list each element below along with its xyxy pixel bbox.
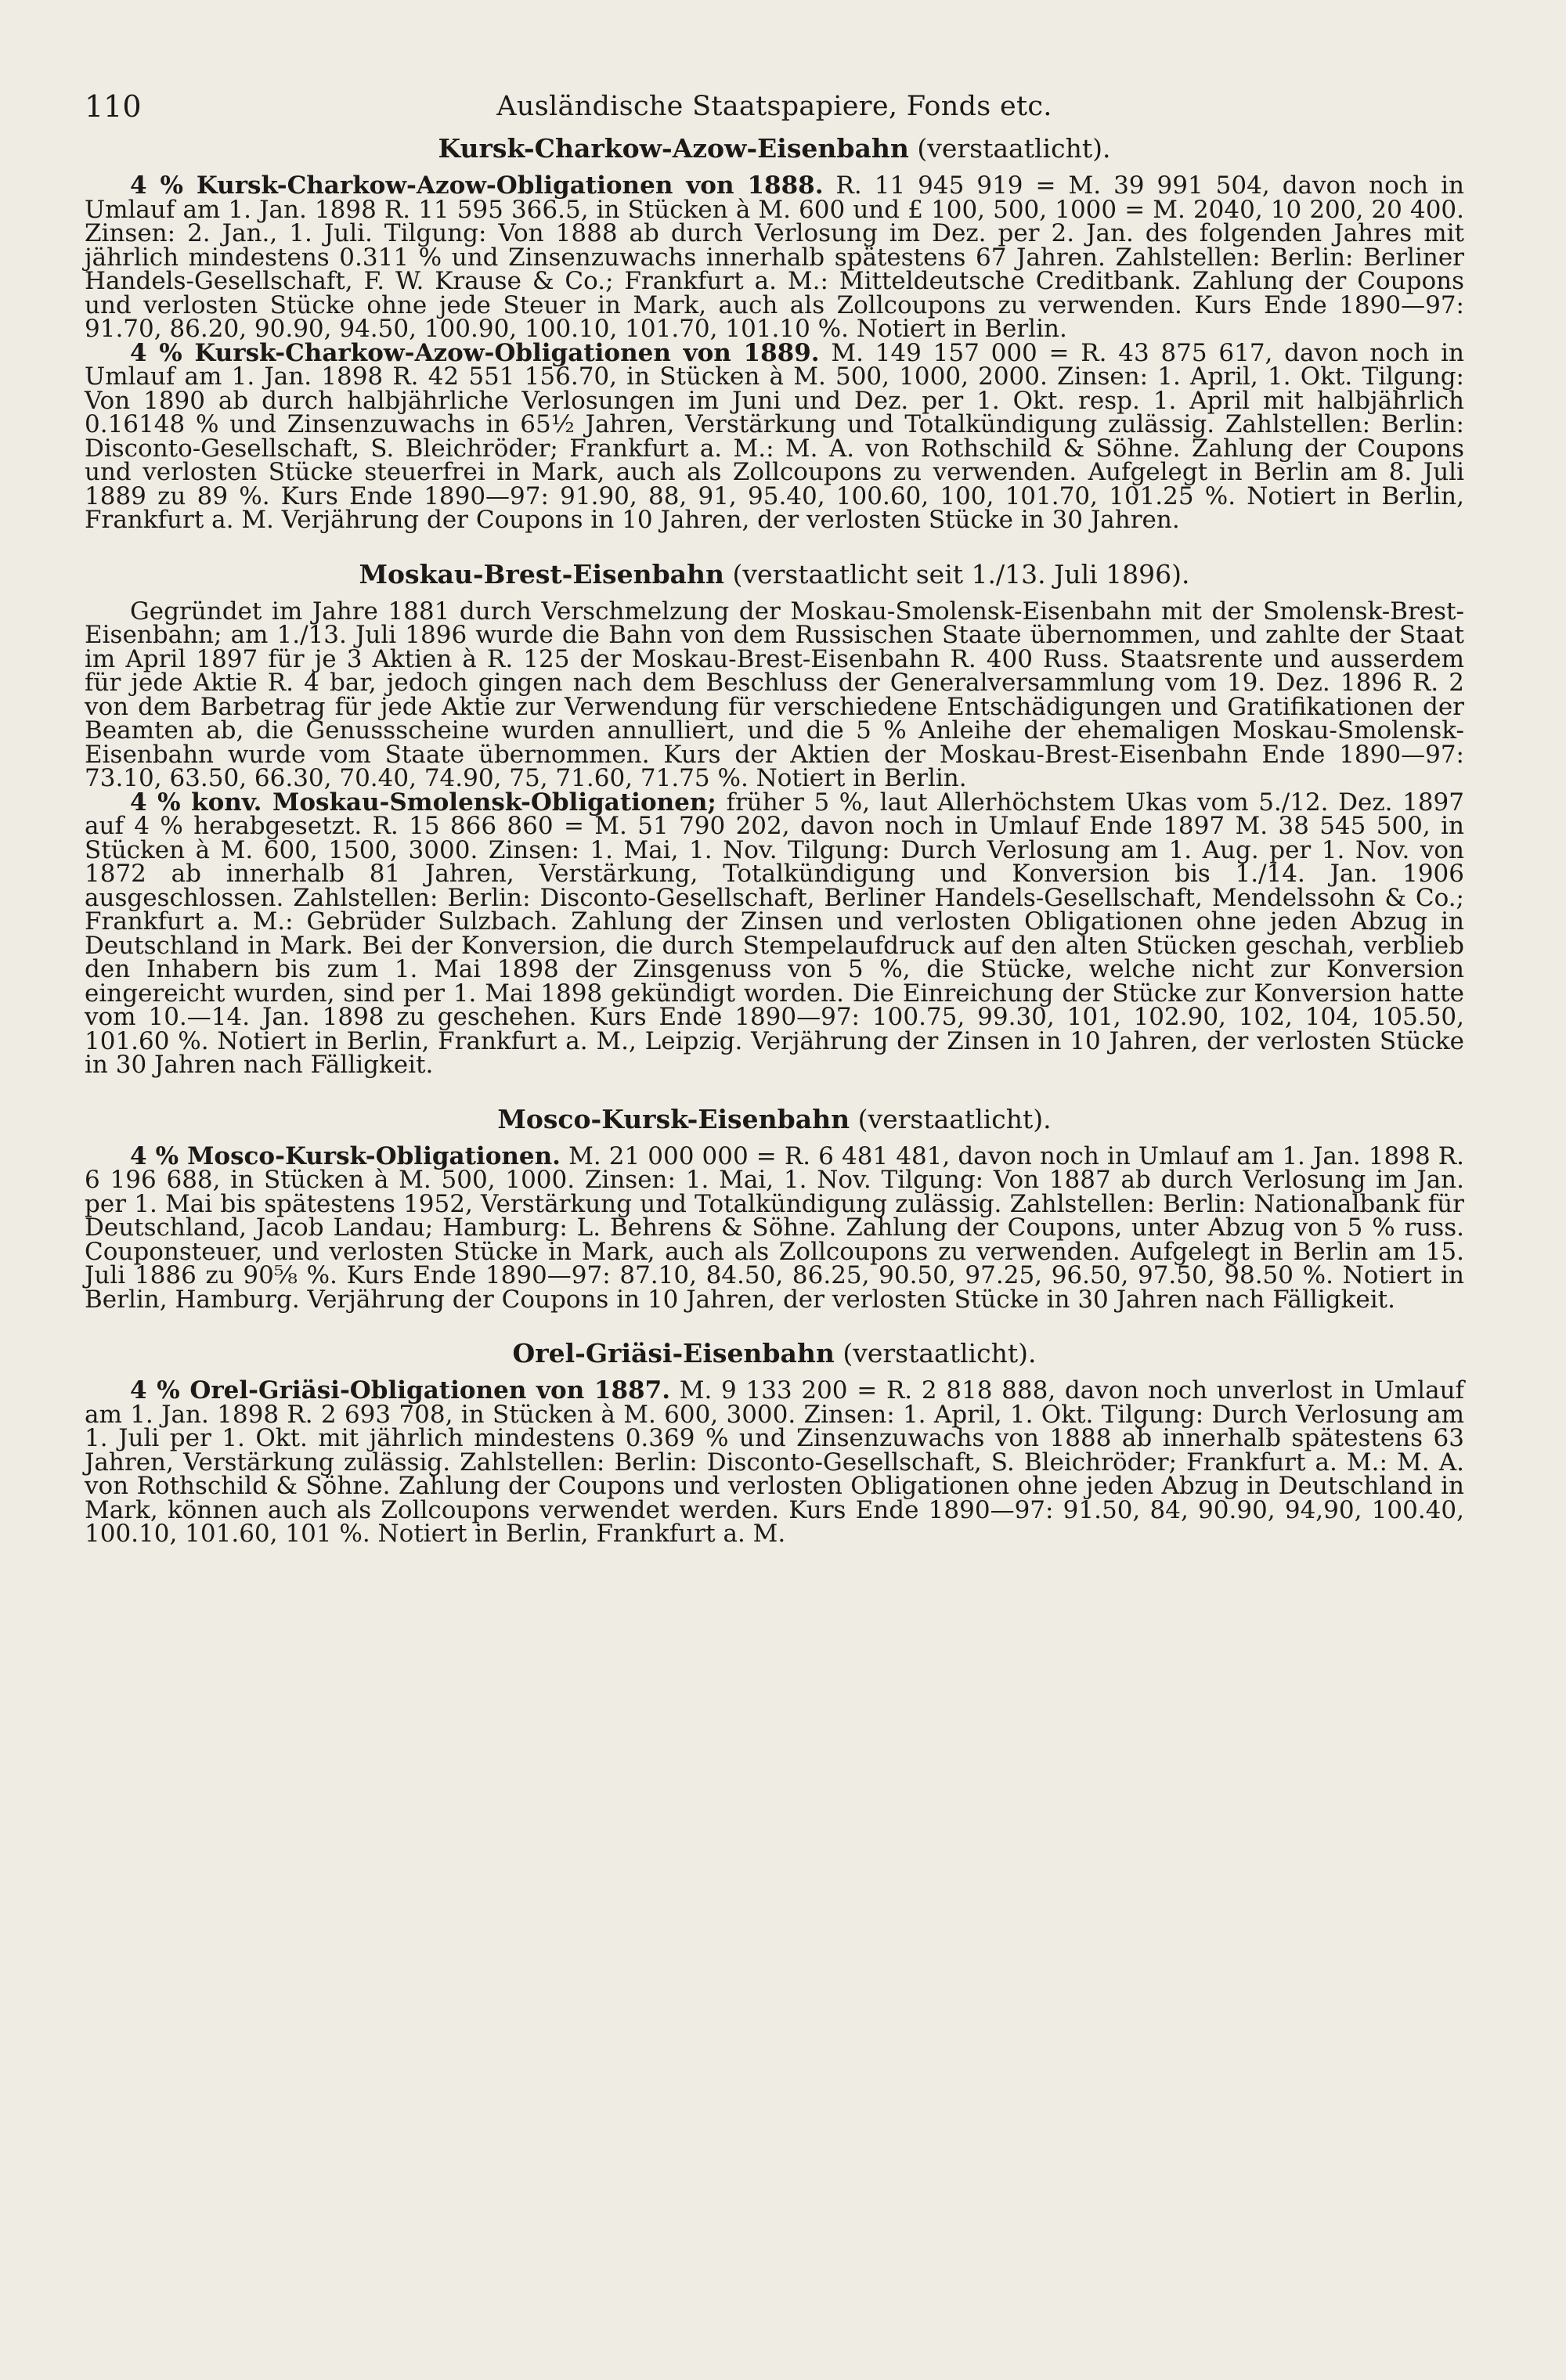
- section-heading: [85, 1338, 1464, 1369]
- paragraph-text: früher 5 %, laut Allerhöchstem Ukas vom 5./12. Dez. 1897 auf 4 % herabgesetzt. R. 15 866 860 = M. 51 790 202, davon noch in Umlauf Ende 1897 M. 38 545 500, in Stücken à M. 600, 1500, 3000. Zinsen: 1. Mai, 1. Nov. Tilgung: Durch Verlosung am 1. Aug. per 1. Nov. von 1872 ab innerhalb 81 Jahren, Verstärkung, Totalkündigung und Konversion bis 1./14. Jan. 1906 ausgeschlossen. Zahlstellen: Berlin: Disconto-Gesellschaft, Berliner Handels-Gesellschaft, Mendelssohn & Co.; Frankfurt a. M.: Gebrüder Sulzbach. Zahlung der Zinsen und verlosten Obligationen ohne jeden Abzug in Deutschland in Mark. Bei der Konversion, die durch Stempelaufdruck auf den alten Stücken geschah, verblieb den Inhabern bis zum 1. Mai 1898 der Zinsgenuss von 5 %, die Stücke, welche nicht zur Konversion eingereicht wurden, sind per 1. Mai 1898 gekündigt worden. Die Einreichung der Stücke zur Konversion hatte vom 10.—14. Jan. 1898 zu geschehen. Kurs Ende 1890—97: 100.75, 99.30, 101, 102.90, 102, 104, 105.50, 101.60 %. Notiert in Berlin, Frankfurt a. M., Leipzig. Verjährung der Zinsen in 10 Jahren, der verlosten Stücke in 30 Jahren nach Fälligkeit.: [85, 788, 1465, 1079]
- section-mosco-kursk: [85, 1104, 1464, 1312]
- section-note: (verstaatlicht).: [850, 1103, 1052, 1134]
- section-heading: [85, 1104, 1464, 1135]
- section-kursk-charkow-azow: [85, 133, 1464, 532]
- paragraph-text: M. 21 000 000 = R. 6 481 481, davon noch in Umlauf am 1. Jan. 1898 R. 6 196 688, in Stücken à M. 500, 1000. Zinsen: 1. Mai, 1. Nov. Tilgung: Von 1887 ab durch Verlosung im Jan. per 1. Mai bis spätestens 1952, Verstärkung und Totalkündigung zulässig. Zahlstellen: Berlin: Nationalbank für Deutschland, Jacob Landau; Hamburg: L. Behrens & Söhne. Zahlung der Coupons, unter Abzug von 5 % russ. Couponsteuer, und verlosten Stücke in Mark, auch als Zollcoupons zu verwenden. Aufgelegt in Berlin am 15. Juli 1886 zu 90⅝ %. Kurs Ende 1890—97: 87.10, 84.50, 86.25, 90.50, 97.25, 96.50, 97.50, 98.50 %. Notiert in Berlin, Hamburg. Verjährung der Coupons in 10 Jahren, der verlosten Stücke in 30 Jahren nach Fälligkeit.: [85, 1141, 1464, 1314]
- paragraph-text: R. 11 945 919 = M. 39 991 504, davon noch in Umlauf am 1. Jan. 1898 R. 11 595 366.5, in Stücken à M. 600 und £ 100, 500, 1000 = M. 2040, 10 200, 20 400. Zinsen: 2. Jan., 1. Juli. Tilgung: Von 1888 ab durch Verlosung im Dez. per 2. Jan. des folgenden Jahres mit jährlich mindestens 0.311 % und Zinsenzuwachs innerhalb spätestens 67 Jahren. Zahlstellen: Berlin: Berliner Handels-Gesellschaft, F. W. Krause & Co.; Frankfurt a. M.: Mitteldeutsche Creditbank. Zahlung der Coupons und verlosten Stücke ohne jede Steuer in Mark, auch als Zollcoupons zu verwenden. Kurs Ende 1890—97: 91.70, 86.20, 90.90, 94.50, 100.90, 100.10, 101.70, 101.10 %. Notiert in Berlin.: [85, 171, 1464, 343]
- page-header: [85, 78, 1464, 133]
- paragraph-lead: 4 % Kursk-Charkow-Azow-Obligationen von 1889.: [130, 338, 820, 367]
- paragraph-lead: 4 % Orel-Griäsi-Obligationen von 1887.: [130, 1376, 670, 1405]
- section-orel-griaesi: [85, 1338, 1464, 1546]
- section-name: Mosco-Kursk-Eisenbahn: [497, 1103, 850, 1134]
- paragraph: [85, 171, 1464, 343]
- paragraph: [85, 1376, 1465, 1548]
- section-note: (verstaatlicht).: [908, 133, 1111, 164]
- paragraph-text: M. 149 157 000 = R. 43 875 617, davon noch in Umlauf am 1. Jan. 1898 R. 42 551 156.70, in Stücken à M. 500, 1000, 2000. Zinsen: 1. April, 1. Okt. Tilgung: Von 1890 ab durch halbjährliche Verlosungen im Juni und Dez. per 1. Okt. resp. 1. April mit halbjährlich 0.16148 % und Zinsenzuwachs in 65½ Jahren, Verstärkung und Totalkündigung zulässig. Zahlstellen: Berlin: Disconto-Gesellschaft, S. Bleichröder; Frankfurt a. M.: M. A. von Rothschild & Söhne. Zahlung der Coupons und verlosten Stücke steuerfrei in Mark, auch als Zollcoupons zu verwenden. Aufgelegt in Berlin am 8. Juli 1889 zu 89 %. Kurs Ende 1890—97: 91.90, 88, 91, 95.40, 100.60, 100, 101.70, 101.25 %. Notiert in Berlin, Frankfurt a. M. Verjährung der Coupons in 10 Jahren, der verlosten Stücke in 30 Jahren.: [85, 338, 1464, 534]
- section-heading: [85, 559, 1464, 590]
- page-number: 110: [85, 89, 142, 124]
- section-name: Moskau-Brest-Eisenbahn: [359, 558, 725, 590]
- section-spacer: [85, 532, 1464, 559]
- paragraph: [85, 338, 1464, 534]
- section-name: Orel-Griäsi-Eisenbahn: [512, 1338, 835, 1368]
- paragraph-text: M. 9 133 200 = R. 2 818 888, davon noch unverlost in Umlauf am 1. Jan. 1898 R. 2 693 708, in Stücken à M. 600, 3000. Zinsen: 1. April, 1. Okt. Tilgung: Durch Verlosung am 1. Juli per 1. Okt. mit jährlich mindestens 0.369 % und Zinsenzuwachs von 1888 ab innerhalb spätestens 63 Jahren, Verstärkung zulässig. Zahlstellen: Berlin: Disconto-Gesellschaft, S. Bleichröder; Frankfurt a. M.: M. A. von Rothschild & Söhne. Zahlung der Coupons und verlosten Obligationen ohne jeden Abzug in Deutschland in Mark, können auch als Zollcoupons verwendet werden. Kurs Ende 1890—97: 91.50, 84, 90.90, 94,90, 100.40, 100.10, 101.60, 101 %. Notiert in Berlin, Frankfurt a. M.: [85, 1376, 1465, 1548]
- document-page: [85, 78, 1464, 1546]
- section-spacer: [85, 1311, 1464, 1338]
- paragraph: [85, 597, 1464, 792]
- paragraph: [85, 788, 1465, 1079]
- paragraph-lead: 4 % konv. Moskau-Smolensk-Obligationen;: [130, 788, 716, 817]
- paragraph-lead: 4 % Mosco-Kursk-Obligationen.: [130, 1141, 561, 1170]
- section-note: (verstaatlicht).: [834, 1338, 1037, 1368]
- section-heading: [85, 133, 1464, 164]
- running-title: Ausländische Staatspapiere, Fonds etc.: [496, 91, 1052, 122]
- paragraph-lead: 4 % Kursk-Charkow-Azow-Obligationen von 1888.: [130, 171, 824, 200]
- section-moskau-brest: [85, 559, 1464, 1077]
- paragraph-text: Gegründet im Jahre 1881 durch Verschmelzung der Moskau-Smolensk-Eisenbahn mit der Smolensk-Brest-Eisenbahn; am 1./13. Juli 1896 wurde die Bahn von dem Russischen Staate übernommen, und zahlte der Staat im April 1897 für je 3 Aktien à R. 125 der Moskau-Brest-Eisenbahn R. 400 Russ. Staatsrente und ausserdem für jede Aktie R. 4 bar, jedoch gingen nach dem Beschluss der Generalversammlung vom 19. Dez. 1896 R. 2 von dem Barbetrag für jede Aktie zur Verwendung für verschiedene Entschädigungen und Gratifikationen der Beamten ab, die Genussscheine wurden annulliert, und die 5 % Anleihe der ehemaligen Moskau-Smolensk-Eisenbahn wurde vom Staate übernommen. Kurs der Aktien der Moskau-Brest-Eisenbahn Ende 1890—97: 73.10, 63.50, 66.30, 70.40, 74.90, 75, 71.60, 71.75 %. Notiert in Berlin.: [85, 597, 1464, 792]
- section-spacer: [85, 1077, 1464, 1104]
- section-name: Kursk-Charkow-Azow-Eisenbahn: [438, 133, 909, 164]
- section-note: (verstaatlicht seit 1./13. Juli 1896).: [724, 558, 1190, 590]
- paragraph: [85, 1141, 1464, 1314]
